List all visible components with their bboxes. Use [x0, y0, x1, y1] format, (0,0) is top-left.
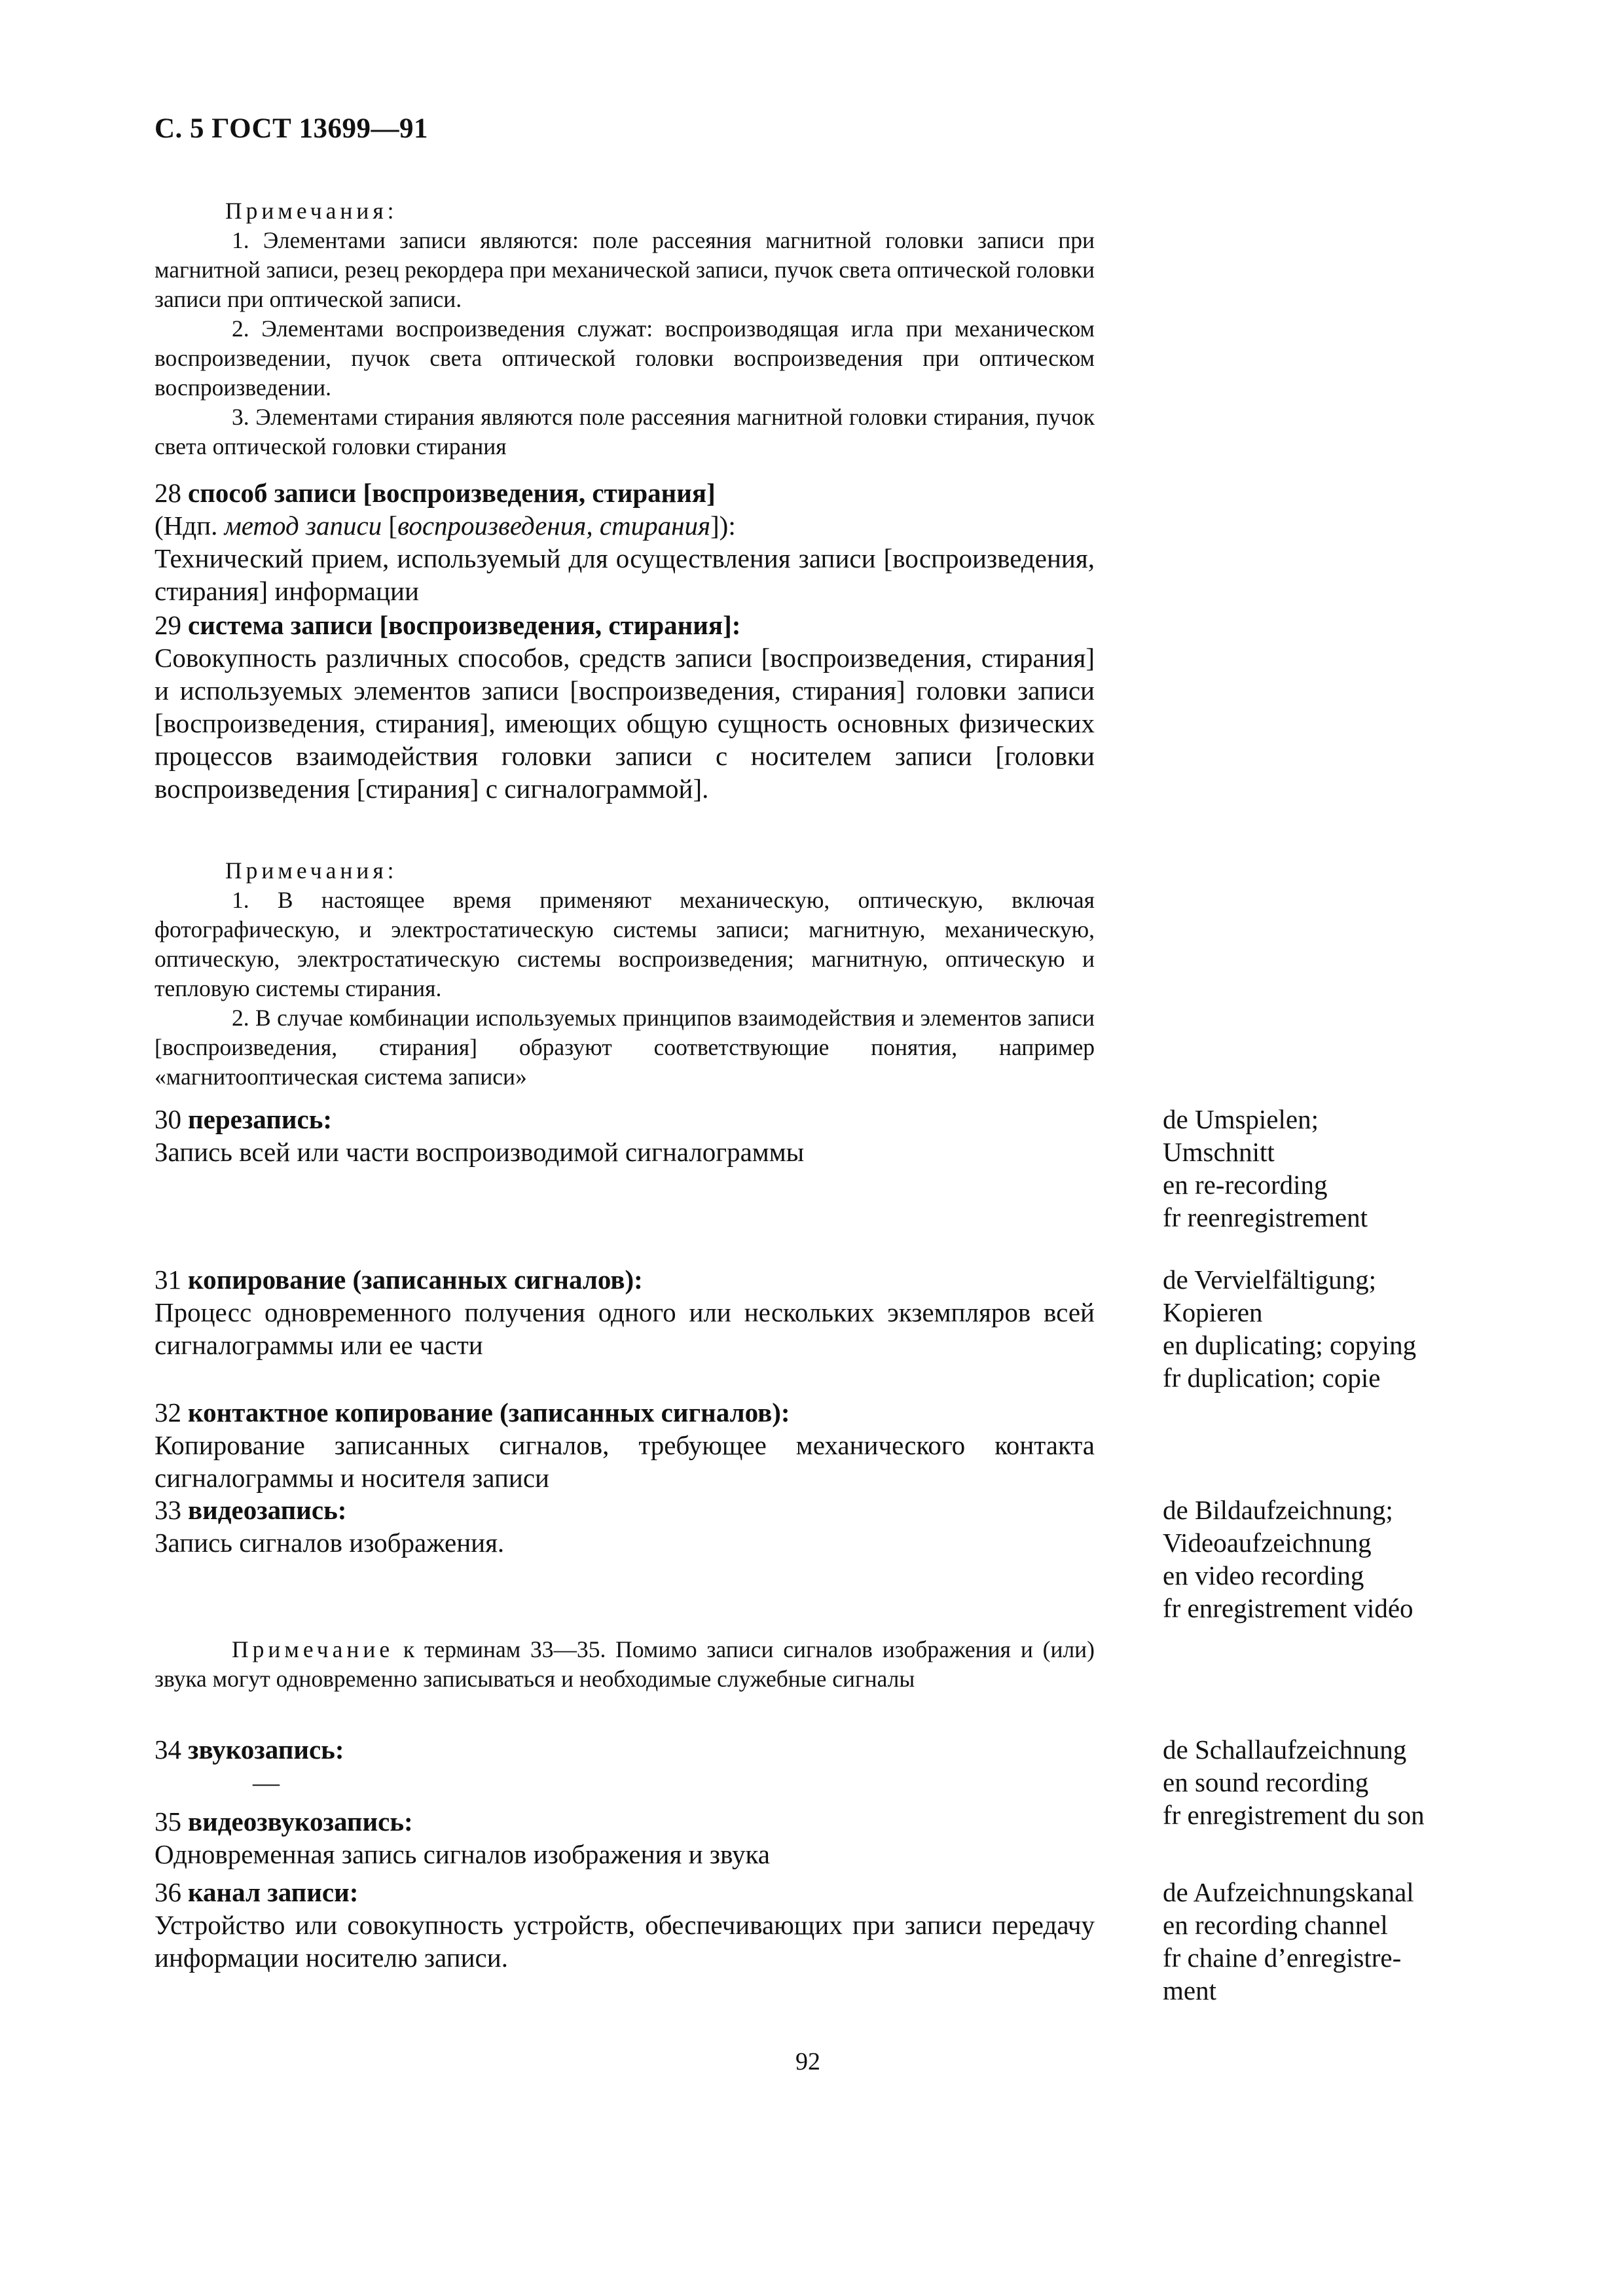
term-definition: Процесс одновременного получения одного или нескольких экземпляров всей сигналограммы или ее части [155, 1297, 1095, 1360]
term-30 [155, 1103, 1095, 1168]
term-definition: Совокупность различных способов, средств записи [воспроизведения, стирания] и используемых элементов записи [воспроизведения, стирания] головки записи [воспроизведения, стирания], имеющих общую сущность основных физических процессов взаимодействия головки записи с носителем записи [головки воспроизведения [стирания] с сигналограммой]. [155, 643, 1095, 804]
page-header: С. 5 ГОСТ 13699—91 [155, 113, 429, 144]
foreign-term: ment [1163, 1975, 1216, 2005]
foreign-equivalents-36 [1163, 1876, 1529, 2007]
term-definition: — [253, 1767, 280, 1797]
foreign-term: de Schallaufzeichnung [1163, 1734, 1407, 1765]
foreign-term: fr duplication; copie [1163, 1363, 1381, 1393]
term-28 [155, 476, 1095, 607]
foreign-term: en re-recording [1163, 1170, 1328, 1200]
term-title: звукозапись: [188, 1734, 344, 1765]
foreign-equivalents-31 [1163, 1263, 1529, 1394]
ndp-suffix: ]): [710, 511, 736, 541]
foreign-term: de Vervielfältigung; [1163, 1265, 1377, 1295]
page-number: 92 [795, 2048, 820, 2075]
term-number: 31 [155, 1265, 181, 1295]
foreign-term: de Bildaufzeichnung; [1163, 1495, 1393, 1525]
term-heading [155, 1396, 1095, 1429]
term-number: 33 [155, 1495, 181, 1525]
term-number: 36 [155, 1877, 181, 1907]
term-number: 35 [155, 1806, 181, 1837]
foreign-term: fr reenregistrement [1163, 1202, 1368, 1232]
note-item: 2. В случае комбинации используемых принципов взаимодействия и элементов записи [воспроизведения, стирания] образуют соответствующие понятия, например «магнитооптическая система записи» [155, 1005, 1095, 1090]
term-title: способ записи [воспроизведения, стирания] [188, 478, 716, 508]
foreign-term: de Umspielen; [1163, 1104, 1319, 1134]
term-31 [155, 1263, 1095, 1361]
term-32 [155, 1396, 1095, 1494]
foreign-term: fr enregistrement vidéo [1163, 1593, 1413, 1623]
term-number: 34 [155, 1734, 181, 1765]
term-number: 29 [155, 610, 181, 640]
note-terms-33-35 [155, 1635, 1095, 1694]
term-34 [155, 1733, 1095, 1799]
term-number: 28 [155, 478, 181, 508]
term-title: система записи [воспроизведения, стирания]: [188, 610, 741, 640]
notes-label: Примечания: [225, 857, 398, 884]
term-heading [155, 609, 1095, 641]
term-title: копирование (записанных сигналов): [188, 1265, 643, 1295]
foreign-term: Videoaufzeichnung [1163, 1528, 1372, 1558]
term-36 [155, 1876, 1095, 1974]
note-item: 2. Элементами воспроизведения служат: воспроизводящая игла при механическом воспроизведении, пучок света оптической головки воспроизведения при оптическом воспроизведении. [155, 315, 1095, 401]
foreign-term: en recording channel [1163, 1910, 1388, 1940]
term-33 [155, 1494, 1095, 1559]
term-number: 32 [155, 1397, 181, 1427]
foreign-term: fr chaine d’enregistre- [1163, 1943, 1402, 1973]
term-title: контактное копирование (записанных сигналов): [188, 1397, 790, 1427]
foreign-term: fr enregistrement du son [1163, 1800, 1425, 1830]
note-item: 3. Элементами стирания являются поле рассеяния магнитной головки стирания, пучок света оптической головки стирания [155, 404, 1095, 459]
term-title: видеозвукозапись: [188, 1806, 413, 1837]
term-heading [155, 1103, 1095, 1136]
term-heading [155, 1733, 1095, 1766]
foreign-term: en duplicating; copying [1163, 1330, 1417, 1360]
term-definition: Технический прием, используемый для осуществления записи [воспроизведения, стирания] информации [155, 543, 1095, 606]
ndp-term: метод записи [224, 511, 382, 541]
foreign-term: en video recording [1163, 1560, 1364, 1590]
ndp-prefix: (Ндп. [155, 511, 218, 541]
term-heading [155, 1494, 1095, 1526]
notes-label: Примечания: [225, 198, 398, 224]
term-title: канал записи: [188, 1877, 359, 1907]
foreign-term: Umschnitt [1163, 1137, 1275, 1167]
term-29 [155, 609, 1095, 805]
ndp-bracket: [ [388, 511, 398, 541]
foreign-term: Kopieren [1163, 1297, 1263, 1327]
notes-block-1 [155, 196, 1095, 461]
term-definition: Копирование записанных сигналов, требующее механического контакта сигналограммы и носителя записи [155, 1430, 1095, 1493]
term-deprecated [155, 509, 1095, 542]
foreign-equivalents-33 [1163, 1494, 1529, 1624]
term-heading [155, 1263, 1095, 1296]
term-definition: Запись сигналов изображения. [155, 1528, 505, 1558]
term-heading [155, 476, 1095, 509]
foreign-equivalents-30 [1163, 1103, 1529, 1234]
term-heading [155, 1876, 1095, 1909]
note-item: 1. В настоящее время применяют механическую, оптическую, включая фотографическую, и электростатическую системы записи; магнитную, механическую, оптическую, электростатическую системы воспроизведения; магнитную, оптическую и тепловую системы стирания. [155, 887, 1095, 1001]
note-item: 1. Элементами записи являются: поле рассеяния магнитной головки записи при магнитной записи, резец рекордера при механической записи, пучок света оптической головки записи при оптической записи. [155, 227, 1095, 312]
ndp-term2: воспроизведения, стирания [397, 511, 711, 541]
term-definition: Устройство или совокупность устройств, обеспечивающих при записи передачу информации носителю записи. [155, 1910, 1095, 1973]
term-heading [155, 1805, 1095, 1838]
term-title: перезапись: [188, 1104, 333, 1134]
term-title: видеозапись: [188, 1495, 347, 1525]
note-body: к терминам 33—35. Помимо записи сигналов изображения и (или) звука могут одновременно записываться и необходимые служебные сигналы [155, 1636, 1095, 1692]
notes-block-2 [155, 856, 1095, 1092]
note-label: Примечание [232, 1636, 394, 1662]
term-definition: Одновременная запись сигналов изображения и звука [155, 1839, 770, 1869]
foreign-term: de Aufzeichnungskanal [1163, 1877, 1414, 1907]
term-definition: Запись всей или части воспроизводимой сигналограммы [155, 1137, 805, 1167]
note-text [155, 1635, 1095, 1694]
foreign-equivalents-34 [1163, 1733, 1529, 1831]
foreign-term: en sound recording [1163, 1767, 1369, 1797]
term-35 [155, 1805, 1095, 1871]
term-number: 30 [155, 1104, 181, 1134]
